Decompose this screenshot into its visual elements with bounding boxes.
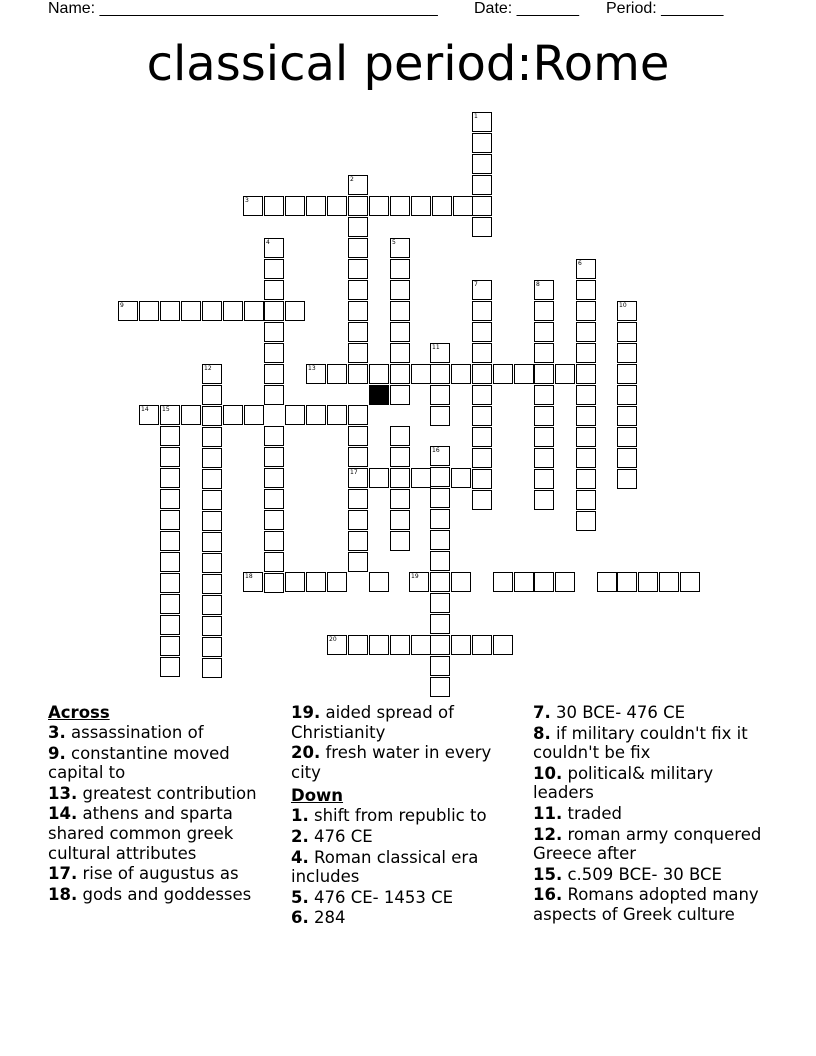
clue-number: 4 <box>266 239 270 246</box>
grid-cell[interactable] <box>534 301 554 321</box>
grid-cell[interactable] <box>181 405 201 425</box>
grid-cell[interactable] <box>390 364 410 384</box>
grid-cell[interactable] <box>160 594 180 614</box>
grid-cell[interactable] <box>306 364 326 384</box>
clue-number: 12 <box>204 365 212 372</box>
grid-cell[interactable] <box>369 635 389 655</box>
grid-cell[interactable] <box>472 280 492 300</box>
grid-cell[interactable] <box>264 364 284 384</box>
clue-item-text: Roman classical era includes <box>291 847 479 887</box>
grid-cell[interactable] <box>617 469 637 489</box>
clue-item-text: Romans adopted many aspects of Greek culture <box>533 885 759 924</box>
grid-cell[interactable] <box>264 552 284 572</box>
grid-cell[interactable] <box>348 552 368 572</box>
grid-cell[interactable] <box>430 364 450 384</box>
grid-cell[interactable] <box>451 468 471 488</box>
clue-number: 6 <box>578 260 582 267</box>
grid-cell[interactable] <box>348 635 368 655</box>
grid-cell[interactable] <box>348 489 368 509</box>
grid-cell[interactable] <box>306 572 326 592</box>
clue-item <box>48 885 283 905</box>
grid-cell[interactable] <box>576 469 596 489</box>
grid-cell[interactable] <box>617 364 637 384</box>
grid-cell[interactable] <box>411 635 431 655</box>
grid-cell[interactable] <box>160 573 180 593</box>
clue-item-number: 2. <box>291 826 309 846</box>
grid-cell[interactable] <box>264 280 284 300</box>
grid-cell[interactable] <box>430 406 450 426</box>
grid-cell[interactable] <box>534 490 554 510</box>
grid-cell[interactable] <box>534 572 554 592</box>
clue-item-text: constantine moved capital to <box>48 743 230 783</box>
grid-cell[interactable] <box>472 385 492 405</box>
grid-cell[interactable] <box>348 364 368 384</box>
grid-cell[interactable] <box>680 572 700 592</box>
grid-cell[interactable] <box>348 426 368 446</box>
clue-number: 10 <box>619 302 627 309</box>
grid-cell[interactable] <box>264 426 284 446</box>
clue-item <box>533 724 768 763</box>
clue-number: 13 <box>308 365 316 372</box>
clue-item-number: 10. <box>533 763 563 783</box>
grid-cell[interactable] <box>453 196 473 216</box>
clue-item-number: 1. <box>291 806 309 826</box>
grid-cell[interactable] <box>285 572 305 592</box>
grid-cell[interactable] <box>306 196 326 216</box>
grid-cell[interactable] <box>472 364 492 384</box>
grid-cell[interactable] <box>534 280 554 300</box>
period-field[interactable]: Period: _______ <box>606 0 724 17</box>
grid-cell[interactable] <box>348 217 368 237</box>
clue-item-text: if military couldn't fix it couldn't be fix <box>533 723 748 763</box>
clue-item <box>48 864 283 884</box>
grid-cell[interactable] <box>576 322 596 342</box>
grid-cell[interactable] <box>264 238 284 258</box>
grid-cell[interactable] <box>160 447 180 467</box>
clue-item-number: 15. <box>533 864 563 884</box>
clue-item-text: shift from republic to <box>308 806 487 826</box>
clue-item-text: athens and sparta shared common greek cultural attributes <box>48 804 234 863</box>
grid-cell[interactable] <box>348 405 368 425</box>
grid-cell[interactable] <box>223 301 243 321</box>
grid-cell[interactable] <box>264 343 284 363</box>
clue-item-number: 18. <box>48 884 78 904</box>
grid-cell[interactable] <box>472 196 492 216</box>
down-clue-list <box>291 806 526 928</box>
grid-cell[interactable] <box>576 511 596 531</box>
grid-cell[interactable] <box>160 489 180 509</box>
clue-item-text: 284 <box>308 908 346 928</box>
clue-item-number: 3. <box>48 723 66 742</box>
grid-cell[interactable] <box>202 574 222 594</box>
down-clue-list-continued <box>533 703 768 925</box>
grid-cell[interactable] <box>139 405 159 425</box>
grid-cell[interactable] <box>514 572 534 592</box>
grid-cell[interactable] <box>472 448 492 468</box>
clue-item <box>48 744 283 783</box>
grid-cell[interactable] <box>534 469 554 489</box>
grid-cell[interactable] <box>348 259 368 279</box>
clue-number: 5 <box>392 239 396 246</box>
grid-cell[interactable] <box>390 301 410 321</box>
clue-item <box>291 703 526 742</box>
grid-cell[interactable] <box>451 635 471 655</box>
clue-number: 8 <box>536 281 540 288</box>
grid-cell[interactable] <box>411 364 431 384</box>
clue-item <box>48 784 283 804</box>
grid-cell[interactable] <box>576 364 596 384</box>
grid-cell[interactable] <box>243 572 263 592</box>
grid-cell[interactable] <box>348 196 368 216</box>
grid-cell[interactable] <box>534 322 554 342</box>
grid-cell[interactable] <box>348 280 368 300</box>
grid-cell[interactable] <box>348 322 368 342</box>
clue-item <box>533 804 768 824</box>
grid-cell[interactable] <box>202 406 222 426</box>
grid-cell[interactable] <box>139 301 159 321</box>
grid-cell[interactable] <box>659 572 679 592</box>
grid-cell[interactable] <box>348 301 368 321</box>
grid-cell[interactable] <box>576 343 596 363</box>
clue-item <box>533 885 768 924</box>
grid-cell[interactable] <box>264 489 284 509</box>
grid-cell[interactable] <box>576 490 596 510</box>
clue-item <box>533 764 768 803</box>
clue-item <box>291 743 526 782</box>
grid-cell[interactable] <box>369 468 389 488</box>
grid-cell[interactable] <box>451 364 471 384</box>
grid-cell[interactable] <box>390 196 410 216</box>
grid-cell[interactable] <box>617 385 637 405</box>
grid-cell[interactable] <box>202 469 222 489</box>
clue-number: 14 <box>141 406 149 413</box>
clues-column-3 <box>533 703 768 926</box>
grid-cell[interactable] <box>390 259 410 279</box>
clue-item-text: fresh water in every city <box>291 743 492 782</box>
clue-item-text: assassination of <box>65 723 204 742</box>
grid-cell[interactable] <box>264 322 284 342</box>
grid-cell[interactable] <box>243 196 263 216</box>
grid-cell[interactable] <box>202 385 222 405</box>
grid-cell[interactable] <box>202 616 222 636</box>
grid-cell[interactable] <box>264 531 284 551</box>
grid-cell[interactable] <box>202 553 222 573</box>
grid-cell[interactable] <box>390 447 410 467</box>
grid-cell[interactable] <box>472 343 492 363</box>
clues-column-1 <box>48 703 283 905</box>
clue-item-text: gods and goddesses <box>77 884 252 904</box>
clue-item-text: rise of augustus as <box>77 864 239 884</box>
grid-cell[interactable] <box>430 635 450 655</box>
grid-cell[interactable] <box>390 322 410 342</box>
grid-cell[interactable] <box>472 112 492 132</box>
grid-cell[interactable] <box>411 468 431 488</box>
clue-item-text: 476 CE <box>308 826 373 846</box>
grid-cell[interactable] <box>348 175 368 195</box>
grid-cell[interactable] <box>369 572 389 592</box>
clue-number: 1 <box>474 113 478 120</box>
grid-cell[interactable] <box>327 364 347 384</box>
grid-cell[interactable] <box>576 448 596 468</box>
grid-cell[interactable] <box>617 448 637 468</box>
grid-cell[interactable] <box>430 343 450 363</box>
clue-number: 9 <box>120 302 124 309</box>
grid-cell[interactable] <box>160 468 180 488</box>
clue-item <box>48 723 283 743</box>
grid-cell[interactable] <box>534 448 554 468</box>
grid-cell[interactable] <box>264 573 284 593</box>
grid-cell[interactable] <box>202 511 222 531</box>
clue-number: 16 <box>432 447 440 454</box>
clue-item-text: traded <box>562 803 622 823</box>
grid-cell[interactable] <box>202 448 222 468</box>
grid-cell[interactable] <box>264 196 284 216</box>
grid-cell[interactable] <box>264 510 284 530</box>
grid-cell[interactable] <box>534 364 554 384</box>
grid-cell[interactable] <box>430 385 450 405</box>
grid-cell[interactable] <box>160 405 180 425</box>
grid-cell[interactable] <box>390 510 410 530</box>
grid-cell[interactable] <box>493 572 513 592</box>
grid-cell[interactable] <box>264 259 284 279</box>
clue-number: 19 <box>411 573 419 580</box>
grid-cell[interactable] <box>430 572 450 592</box>
grid-cell[interactable] <box>430 446 450 466</box>
grid-cell[interactable] <box>430 656 450 676</box>
grid-cell[interactable] <box>160 510 180 530</box>
grid-cell[interactable] <box>534 406 554 426</box>
name-field[interactable]: Name: ______________________________________ <box>48 0 438 17</box>
grid-cell[interactable] <box>534 343 554 363</box>
grid-cell[interactable] <box>348 510 368 530</box>
black-cell <box>369 385 389 405</box>
grid-cell[interactable] <box>390 489 410 509</box>
grid-cell[interactable] <box>390 385 410 405</box>
grid-cell[interactable] <box>576 427 596 447</box>
grid-cell[interactable] <box>264 447 284 467</box>
clue-item <box>291 888 526 908</box>
grid-cell[interactable] <box>472 469 492 489</box>
grid-cell[interactable] <box>451 572 471 592</box>
grid-cell[interactable] <box>285 405 305 425</box>
grid-cell[interactable] <box>576 406 596 426</box>
grid-cell[interactable] <box>411 196 431 216</box>
grid-cell[interactable] <box>534 427 554 447</box>
clue-number: 17 <box>350 469 358 476</box>
grid-cell[interactable] <box>409 572 429 592</box>
grid-cell[interactable] <box>617 301 637 321</box>
grid-cell[interactable] <box>202 301 222 321</box>
grid-cell[interactable] <box>534 385 554 405</box>
grid-cell[interactable] <box>430 467 450 487</box>
grid-cell[interactable] <box>472 133 492 153</box>
grid-cell[interactable] <box>327 196 347 216</box>
clue-item-number: 6. <box>291 908 309 928</box>
grid-cell[interactable] <box>264 468 284 488</box>
grid-cell[interactable] <box>432 196 452 216</box>
grid-cell[interactable] <box>244 405 264 425</box>
grid-cell[interactable] <box>160 636 180 656</box>
grid-cell[interactable] <box>472 154 492 174</box>
grid-cell[interactable] <box>202 595 222 615</box>
grid-cell[interactable] <box>617 322 637 342</box>
grid-cell[interactable] <box>390 426 410 446</box>
grid-cell[interactable] <box>160 552 180 572</box>
grid-cell[interactable] <box>617 406 637 426</box>
clue-item-number: 8. <box>533 723 551 743</box>
clue-number: 15 <box>162 406 170 413</box>
grid-cell[interactable] <box>348 238 368 258</box>
across-clue-list-continued <box>291 703 526 782</box>
grid-cell[interactable] <box>430 677 450 697</box>
clue-item-number: 14. <box>48 804 78 824</box>
grid-cell[interactable] <box>118 301 138 321</box>
grid-cell[interactable] <box>555 364 575 384</box>
grid-cell[interactable] <box>597 572 617 592</box>
clue-item-number: 12. <box>533 824 563 844</box>
clue-item-text: roman army conquered Greece after <box>533 824 762 864</box>
grid-cell[interactable] <box>160 426 180 446</box>
grid-cell[interactable] <box>390 468 410 488</box>
grid-cell[interactable] <box>369 364 389 384</box>
clue-item-number: 4. <box>291 847 309 867</box>
grid-cell[interactable] <box>472 406 492 426</box>
grid-cell[interactable] <box>576 259 596 279</box>
grid-cell[interactable] <box>576 385 596 405</box>
grid-cell[interactable] <box>390 531 410 551</box>
grid-cell[interactable] <box>576 280 596 300</box>
grid-cell[interactable] <box>202 637 222 657</box>
grid-cell[interactable] <box>181 301 201 321</box>
clue-item-number: 19. <box>291 703 321 722</box>
clue-number: 20 <box>329 636 337 643</box>
grid-cell[interactable] <box>223 405 243 425</box>
grid-cell[interactable] <box>430 530 450 550</box>
grid-cell[interactable] <box>160 531 180 551</box>
grid-cell[interactable] <box>264 301 284 321</box>
across-clue-list <box>48 723 283 904</box>
clue-item <box>291 827 526 847</box>
grid-cell[interactable] <box>430 509 450 529</box>
grid-cell[interactable] <box>285 196 305 216</box>
clue-item-text: c.509 BCE- 30 BCE <box>562 864 722 884</box>
grid-cell[interactable] <box>430 488 450 508</box>
page-title: classical period:Rome <box>146 36 670 92</box>
grid-cell[interactable] <box>472 217 492 237</box>
grid-cell[interactable] <box>430 593 450 613</box>
clue-item-number: 9. <box>48 743 66 763</box>
grid-cell[interactable] <box>348 531 368 551</box>
clue-number: 3 <box>245 197 249 204</box>
clue-item <box>533 865 768 885</box>
grid-cell[interactable] <box>202 364 222 384</box>
clue-item <box>533 703 768 723</box>
grid-cell[interactable] <box>472 427 492 447</box>
clue-item <box>533 825 768 864</box>
clue-item-number: 16. <box>533 885 563 905</box>
clue-item-text: aided spread of Christianity <box>291 703 454 742</box>
grid-cell[interactable] <box>306 405 326 425</box>
clue-item-text: political& military leaders <box>533 763 714 803</box>
grid-cell[interactable] <box>327 572 347 592</box>
clue-number: 18 <box>245 573 253 580</box>
clue-item-number: 13. <box>48 783 78 803</box>
grid-cell[interactable] <box>348 468 368 488</box>
grid-cell[interactable] <box>390 280 410 300</box>
grid-cell[interactable] <box>202 427 222 447</box>
clue-item <box>291 908 526 928</box>
grid-cell[interactable] <box>555 572 575 592</box>
clue-number: 7 <box>474 281 478 288</box>
grid-cell[interactable] <box>369 196 389 216</box>
grid-cell[interactable] <box>160 657 180 677</box>
clue-item-number: 20. <box>291 743 321 763</box>
grid-cell[interactable] <box>493 364 513 384</box>
clue-item <box>48 804 283 863</box>
grid-cell[interactable] <box>493 635 513 655</box>
clue-item-text: 30 BCE- 476 CE <box>550 703 686 722</box>
clue-item-number: 17. <box>48 864 78 884</box>
clues-column-2 <box>291 703 526 929</box>
clue-number: 11 <box>432 344 440 351</box>
grid-cell[interactable] <box>638 572 658 592</box>
grid-cell[interactable] <box>202 658 222 678</box>
across-heading: Across <box>48 703 110 722</box>
grid-cell[interactable] <box>348 343 368 363</box>
grid-cell[interactable] <box>430 614 450 634</box>
grid-cell[interactable] <box>576 301 596 321</box>
grid-cell[interactable] <box>390 635 410 655</box>
grid-cell[interactable] <box>472 322 492 342</box>
clue-item-text: 476 CE- 1453 CE <box>308 887 454 907</box>
clue-item-number: 7. <box>533 703 551 722</box>
grid-cell[interactable] <box>160 301 180 321</box>
clue-item <box>291 848 526 887</box>
grid-cell[interactable] <box>617 343 637 363</box>
clue-item-text: greatest contribution <box>77 783 257 803</box>
date-field[interactable]: Date: _______ <box>474 0 579 17</box>
grid-cell[interactable] <box>472 490 492 510</box>
down-heading: Down <box>291 786 344 806</box>
grid-cell[interactable] <box>264 385 284 405</box>
clue-number: 2 <box>350 176 354 183</box>
grid-cell[interactable] <box>202 490 222 510</box>
grid-cell[interactable] <box>390 238 410 258</box>
grid-cell[interactable] <box>430 551 450 571</box>
grid-cell[interactable] <box>202 532 222 552</box>
clue-item <box>291 806 526 826</box>
grid-cell[interactable] <box>472 175 492 195</box>
grid-cell[interactable] <box>617 427 637 447</box>
grid-cell[interactable] <box>160 615 180 635</box>
grid-cell[interactable] <box>472 301 492 321</box>
grid-cell[interactable] <box>617 572 637 592</box>
clue-item-number: 5. <box>291 887 309 907</box>
clue-item-number: 11. <box>533 803 563 823</box>
grid-cell[interactable] <box>348 447 368 467</box>
grid-cell[interactable] <box>285 301 305 321</box>
grid-cell[interactable] <box>327 405 347 425</box>
grid-cell[interactable] <box>472 635 492 655</box>
grid-cell[interactable] <box>244 301 264 321</box>
grid-cell[interactable] <box>327 635 347 655</box>
grid-cell[interactable] <box>390 343 410 363</box>
grid-cell[interactable] <box>514 364 534 384</box>
